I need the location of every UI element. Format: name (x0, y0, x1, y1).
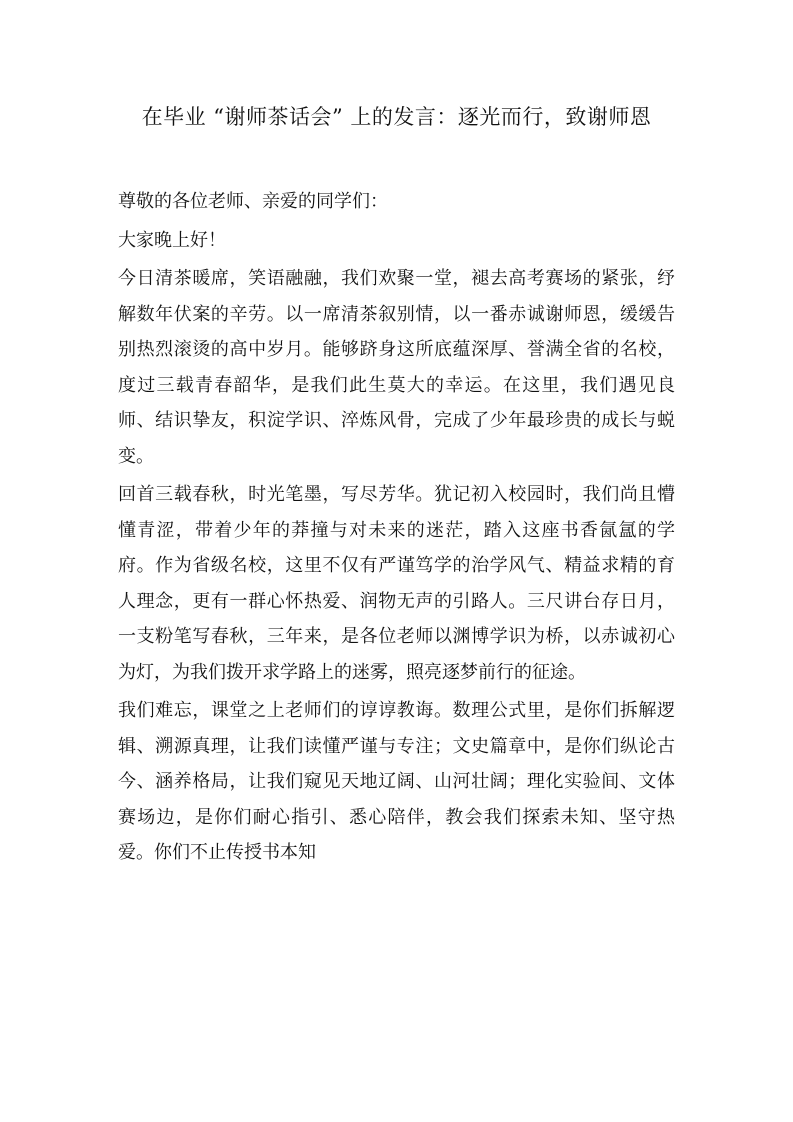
salutation: 尊敬的各位老师、亲爱的同学们： (118, 191, 388, 212)
paragraph-1: 今日清茶暖席，笑语融融，我们欢聚一堂，褪去高考赛场的紧张，纾解数年伏案的辛劳。以一席清茶叙别情，以一番赤诚谢师恩，缓缓告别热烈滚烫的高中岁月。能够跻身这所底蕴深厚、誉满全省的名校，度过三载青春韶华，是我们此生莫大的幸运。在这里，我们遇见良师、结识挚友，积淀学识、淬炼风骨，完成了少年最珍贵的成长与蜕变。 (118, 268, 675, 467)
paragraph-3: 我们难忘，课堂之上老师们的谆谆教诲。数理公式里，是你们拆解逻辑、溯源真理，让我们读懂严谨与专注；文史篇章中，是你们纵论古今、涵养格局，让我们窥见天地辽阔、山河壮阔；理化实验间、文体赛场边，是你们耐心指引、悉心陪伴，教会我们探索未知、坚守热爱。你们不止传授书本知 (118, 700, 675, 863)
document-title: 在毕业 “谢师茶话会” 上的发言：逐光而行，致谢师恩 (141, 105, 652, 129)
paragraph-2: 回首三载春秋，时光笔墨，写尽芳华。犹记初入校园时，我们尚且懵懂青涩，带着少年的莽撞与对未来的迷茫，踏入这座书香氤氲的学府。作为省级名校，这里不仅有严谨笃学的治学风气、精益求精的育人理念，更有一群心怀热爱、润物无声的引路人。三尺讲台存日月，一支粉笔写春秋，三年来，是各位老师以渊博学识为桥，以赤诚初心为灯，为我们拨开求学路上的迷雾，照亮逐梦前行的征途。 (118, 484, 675, 683)
document-body (118, 184, 675, 874)
greeting: 大家晚上好！ (118, 229, 226, 251)
